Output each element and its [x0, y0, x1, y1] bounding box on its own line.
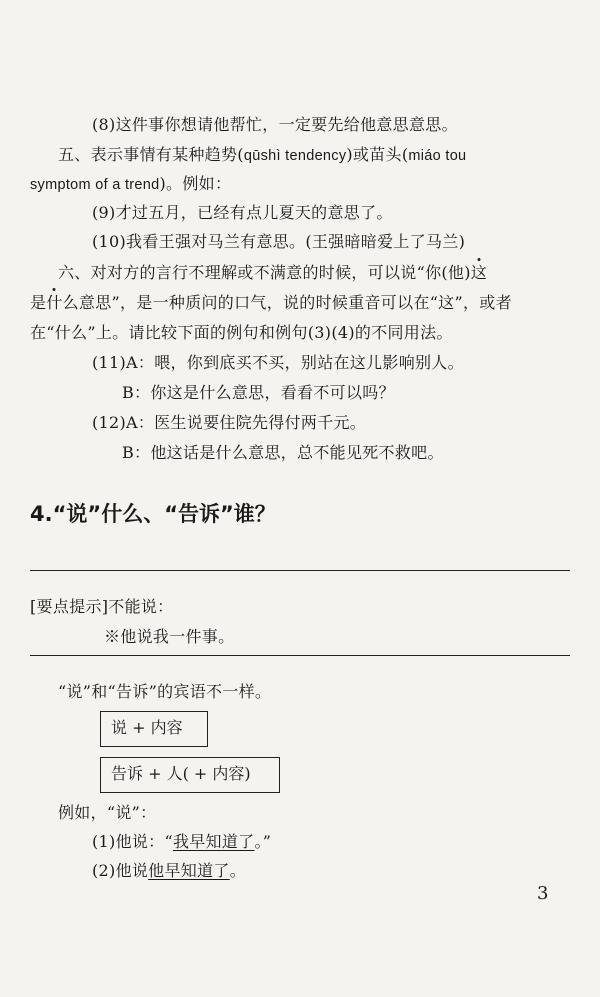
- example-9: (9)才过五月，已经有点儿夏天的意思了。: [92, 203, 393, 222]
- sec5-pinyin-2: miáo tou: [408, 148, 467, 164]
- example-12a: (12)A：医生说要住院先得付两千元。: [92, 413, 367, 432]
- section-6-line3: 在“什么”上。请比较下面的例句和例句(3)(4)的不同用法。: [30, 323, 453, 342]
- section-5-line1: [58, 144, 466, 167]
- tip-top-rule: [30, 570, 570, 571]
- section-6-line1: [58, 262, 487, 284]
- tip-example: ※他说我一件事。: [104, 627, 235, 646]
- emphasis-shen: 什: [46, 293, 63, 312]
- example-10: (10)我看王强对马兰有意思。(王强暗暗爱上了马兰): [92, 232, 466, 251]
- ex1-suffix: 。”: [254, 832, 272, 851]
- ex1-prefix: (1)他说：“: [92, 832, 173, 851]
- usage-example-2: [92, 860, 246, 882]
- section-heading: 4.“说”什么、“告诉”谁？: [30, 502, 276, 526]
- sec5-text-d: )。例如：: [159, 174, 232, 193]
- example-11b: B：你这是什么意思，看看不可以吗？: [122, 383, 395, 402]
- tip-bottom-rule: [30, 655, 570, 656]
- page-number: 3: [537, 883, 549, 904]
- sec5-english: symptom of a trend: [30, 177, 160, 193]
- ex2-underlined: 他早知道了: [148, 861, 230, 880]
- sec5-pinyin-1: qūshì tendency: [243, 148, 347, 164]
- example-intro: 例如，“说”：: [58, 803, 157, 822]
- example-8: (8)这件事你想请他帮忙，一定要先给他意思意思。: [92, 115, 458, 134]
- usage-example-1: [92, 831, 271, 853]
- sec5-text-b: )或苗头(: [346, 145, 409, 164]
- formula-box-shuo: 说 + 内容: [100, 711, 208, 747]
- sec6-text-c: 么意思”，是一种质问的口气，说的时候重音可以在“这”，或者: [62, 293, 512, 312]
- section-5-line2: [30, 173, 231, 196]
- section-6-line2: [30, 292, 512, 314]
- example-12b: B：他这话是什么意思，总不能见死不救吧。: [122, 443, 444, 462]
- sec5-text-a: 五、表示事情有某种趋势(: [58, 145, 244, 164]
- ex1-underlined: 我早知道了: [172, 832, 255, 851]
- ex2-suffix: 。: [229, 861, 246, 880]
- intro-line: “说”和“告诉”的宾语不一样。: [58, 682, 272, 701]
- example-11a: (11)A：喂，你到底买不买，别站在这儿影响别人。: [92, 353, 464, 372]
- tip-label: [要点提示]不能说：: [30, 597, 174, 616]
- sec6-text-b: 是: [30, 293, 47, 312]
- sec6-text-a: 六、对对方的言行不理解或不满意的时候，可以说“你(他): [58, 263, 471, 282]
- ex2-prefix: (2)他说: [92, 861, 149, 880]
- formula-box-gaosu: 告诉 + 人( + 内容): [100, 757, 280, 793]
- emphasis-zhe: 这: [470, 263, 488, 282]
